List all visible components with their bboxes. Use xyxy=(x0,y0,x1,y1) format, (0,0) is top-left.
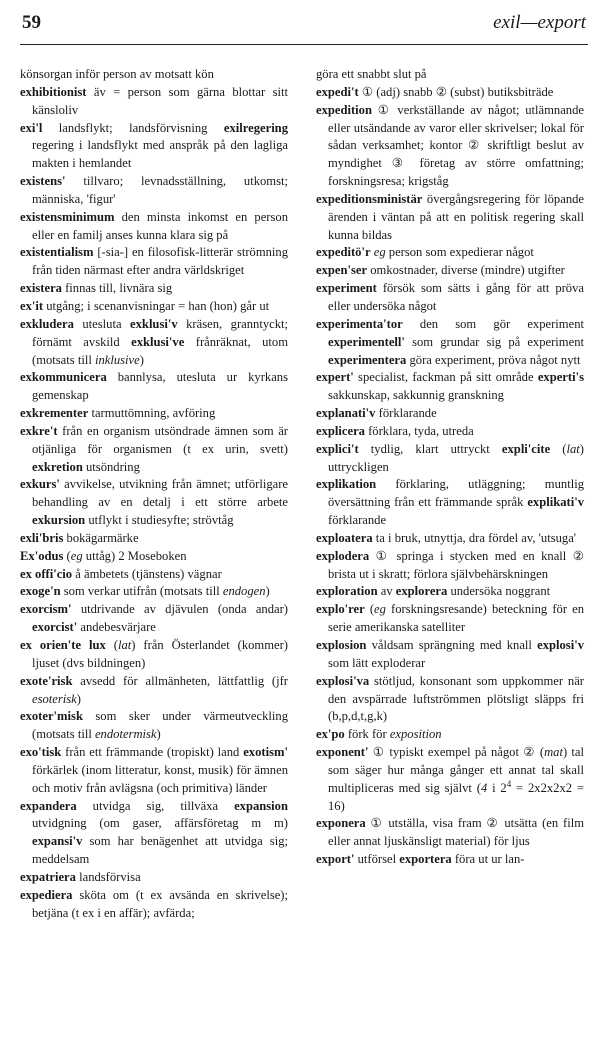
definition-text: utesluta xyxy=(73,316,131,331)
dictionary-entry xyxy=(20,316,288,370)
definition-text: andebesvärjare xyxy=(77,620,156,635)
dictionary-entry xyxy=(20,798,288,869)
headword: explikati'v xyxy=(527,495,584,510)
dictionary-entry xyxy=(20,405,288,423)
dictionary-entry xyxy=(20,548,288,566)
headword: exklusi've xyxy=(131,334,185,349)
dictionary-entry xyxy=(20,66,288,84)
dictionary-entry xyxy=(20,869,288,887)
headword: exotism' xyxy=(243,745,288,760)
headword: ex offi'cio xyxy=(20,566,73,581)
dictionary-entry xyxy=(20,423,288,477)
headword: exkre't xyxy=(20,423,58,438)
headword: ex'po xyxy=(316,727,345,742)
headword: exkretion xyxy=(32,459,83,474)
definition-text: ① typiskt exempel på något ② ( xyxy=(368,745,545,760)
dictionary-entry xyxy=(316,191,584,245)
italic-term: eg xyxy=(374,602,386,617)
italic-term: endotermisk xyxy=(94,727,157,742)
dictionary-entry xyxy=(316,280,584,316)
definition-text: som sker under värmeutveckling (motsats till xyxy=(32,709,288,742)
italic-term: inklusive xyxy=(94,352,140,367)
definition-text: landsflykt; landsförvisning xyxy=(42,120,224,135)
definition-text: å ämbetets (tjänstens) vägnar xyxy=(72,566,222,581)
dictionary-entry xyxy=(20,601,288,637)
headword: expen'ser xyxy=(316,263,368,278)
definition-text: ( xyxy=(364,602,375,617)
italic-term: 4 xyxy=(480,780,488,795)
definition-text: ① springa i stycken med en knall ② brista ut i skratt; förlora självbehärskningen xyxy=(328,548,584,581)
dictionary-entry xyxy=(316,530,584,548)
italic-term: exposition xyxy=(389,727,442,742)
definition-text: i 2 xyxy=(487,780,507,795)
definition-text: ) xyxy=(139,352,144,367)
definition-text: den som gör experiment xyxy=(402,316,584,331)
definition-text: bokägarmärke xyxy=(63,530,139,545)
dictionary-entry xyxy=(316,405,584,423)
definition-text: ) uttryckligen xyxy=(328,441,584,474)
definition-text: person som expedierar något xyxy=(385,245,534,260)
dictionary-entry xyxy=(20,298,288,316)
definition-text: från ett främmande (tropiskt) land xyxy=(61,745,244,760)
definition-text: göra experiment, pröva något nytt xyxy=(406,352,581,367)
definition-text: äv = person som gärna blottar sitt känsloliv xyxy=(32,84,288,117)
headword: exkurs' xyxy=(20,477,60,492)
headword: expedi't xyxy=(316,84,359,99)
headword: exploatera xyxy=(316,530,373,545)
italic-term: eg xyxy=(373,245,386,260)
left-column xyxy=(20,66,288,923)
definition-text: forskningsresande) beteckning för en serie amerikanska satelliter xyxy=(328,602,585,635)
definition-text: tillvaro; levnadsställning, utkomst; människa, 'figur' xyxy=(32,174,288,206)
definition-text: som grundar sig på experiment xyxy=(404,334,584,349)
headword: export' xyxy=(316,852,355,867)
headword: exkommunicera xyxy=(20,370,107,385)
dictionary-entry xyxy=(20,120,288,174)
dictionary-entry xyxy=(316,744,584,815)
dictionary-entry xyxy=(20,887,288,923)
dictionary-entry xyxy=(316,102,584,191)
definition-text: ta i bruk, utnyttja, dra fördel av, 'utsuga' xyxy=(372,530,577,545)
definition-text: ) xyxy=(156,727,161,742)
running-head: exil—export xyxy=(493,12,586,33)
definition-text: ① (adj) snabb ② (subst) butiksbiträde xyxy=(358,84,554,99)
headword: expedition xyxy=(316,102,372,117)
definition-text: utgång; i scenanvisningar = han (hon) går ut xyxy=(43,298,270,313)
definition-text: utvidgning (om gaser, affärsföretag m m) xyxy=(32,816,288,831)
definition-text: omkostnader, diverse (mindre) utgifter xyxy=(367,263,565,278)
dictionary-entry xyxy=(20,637,288,673)
definition-text: frånräknat, utom (motsats till xyxy=(32,334,288,367)
headword: explanati'v xyxy=(316,406,376,421)
headword: exo'tisk xyxy=(20,745,62,760)
definition-text: avsedd för allmänheten, lättfattlig (jfr xyxy=(72,673,288,688)
definition-text: förk för xyxy=(344,727,390,742)
definition-text: undersöka noggrant xyxy=(447,584,551,599)
headword: exhibitionist xyxy=(20,84,87,99)
definition-text: finnas till, livnära sig xyxy=(61,281,173,296)
headword: expandera xyxy=(20,798,77,813)
headword: explorera xyxy=(395,584,448,599)
headword: explicera xyxy=(316,423,365,438)
dictionary-entry xyxy=(20,173,288,209)
headword: exli'bris xyxy=(20,530,64,545)
headword: experti's xyxy=(537,370,584,385)
headword: expediera xyxy=(20,887,73,902)
dictionary-entry xyxy=(316,423,584,441)
headword: exportera xyxy=(399,852,452,867)
definition-text: bannlysa, utesluta ur kyrkans gemenskap xyxy=(32,370,288,403)
dictionary-entry xyxy=(20,673,288,709)
definition-text: utvidga sig, tillväxa xyxy=(76,798,235,813)
headword: exorcism' xyxy=(20,602,72,617)
dictionary-entry xyxy=(316,66,584,84)
headword: expansion xyxy=(234,798,288,813)
definition-text: landsförvisa xyxy=(75,869,141,884)
page-number: 59 xyxy=(22,12,41,33)
headword: experimenta'tor xyxy=(316,316,403,331)
headword: explici't xyxy=(316,441,359,456)
definition-text: sköta om (t ex avsända en skrivelse); betjäna (t ex i en affär); avfärda; xyxy=(32,887,288,920)
definition-text: tydlig, klart uttryckt xyxy=(358,441,502,456)
dictionary-entry xyxy=(316,583,584,601)
definition-text: ) från Österlandet (kommer) ljuset (dvs bildningen) xyxy=(32,638,288,670)
definition-text: utsöndring xyxy=(82,459,140,474)
dictionary-entry xyxy=(316,441,584,477)
italic-term: eg xyxy=(70,548,83,563)
headword: expert' xyxy=(316,370,354,385)
dictionary-entry xyxy=(316,316,584,370)
definition-text: försök som sätts i gång för att pröva eller undersöka något xyxy=(328,281,584,313)
definition-text: den minsta inkomst en person eller en familj anses kunna klara sig på xyxy=(32,209,288,242)
dictionary-entry xyxy=(316,244,584,262)
definition-text: utflykt i studiesyfte; strövtåg xyxy=(85,513,234,528)
dictionary-entry xyxy=(316,673,584,727)
dictionary-entry xyxy=(20,280,288,298)
dictionary-entry xyxy=(20,744,288,798)
headword: experiment xyxy=(316,281,377,296)
dictionary-entry xyxy=(316,548,584,584)
headword: exponera xyxy=(316,816,366,831)
italic-term: mat xyxy=(544,745,563,760)
definition-text: ) xyxy=(76,691,81,706)
definition-text: regering i landsflykt med anspråk på den lagliga makten i hemlandet xyxy=(32,138,288,171)
headword: exoge'n xyxy=(20,584,61,599)
headword: exilregering xyxy=(223,120,288,135)
dictionary-entry xyxy=(316,851,584,869)
headword: expatriera xyxy=(20,869,76,884)
definition-text: som har benägenhet att utvidga sig; meddelsam xyxy=(32,834,288,867)
right-column xyxy=(316,66,584,869)
header-rule xyxy=(20,44,588,45)
dictionary-entry xyxy=(20,84,288,120)
definition-text: förklaring, utläggning; muntlig översättning från ett främmande språk xyxy=(328,477,584,510)
definition-text: ( xyxy=(63,548,71,563)
headword: exkursion xyxy=(32,513,86,528)
definition-text: göra ett snabbt slut på xyxy=(316,67,427,81)
headword: exkrementer xyxy=(20,406,89,421)
superscript: 4 xyxy=(506,778,512,789)
headword: explodera xyxy=(316,548,370,563)
dictionary-entry xyxy=(316,815,584,851)
definition-text: stötljud, konsonant som uppkommer när den avspärrade luftströmmen plötsligt släpps fri (b,p,d,t,g,k) xyxy=(328,673,584,724)
dictionary-entry xyxy=(20,244,288,280)
definition-text: våldsam sprängning med knall xyxy=(366,638,538,652)
headword: explikation xyxy=(316,477,377,492)
italic-term: endogen xyxy=(222,584,266,599)
headword: existentialism xyxy=(20,245,94,260)
definition-text: föra ut ur lan- xyxy=(451,852,525,867)
definition-text: [-sia-] en filosofisk-litterär strömning från tiden närmast efter andra världskriget xyxy=(32,245,288,278)
headword: experimentell' xyxy=(328,334,405,349)
headword: expansi'v xyxy=(32,834,83,849)
definition-text: av xyxy=(377,584,396,599)
definition-text: förkärlek (inom litteratur, konst, musik) för ämnen och motiv från avlägsna (och primitiva) länder xyxy=(32,762,288,795)
definition-text: utförsel xyxy=(354,852,400,867)
dictionary-entry xyxy=(316,262,584,280)
headword: existera xyxy=(20,281,62,296)
italic-term: lat xyxy=(566,441,580,456)
definition-text: ① verkställande av något; utlämnande eller utsändande av varor eller skrivelser; lokal för sådan verksamhet; kontor ② skriftligt beslut av myndighet ③ företag av större omfattning; forskningsresa; krigståg xyxy=(328,102,584,189)
headword: Ex'odus xyxy=(20,548,64,563)
dictionary-entry xyxy=(20,476,288,530)
dictionary-entry xyxy=(316,476,584,530)
definition-text: som lätt exploderar xyxy=(328,655,426,670)
definition-text: ( xyxy=(550,441,567,456)
dictionary-entry xyxy=(20,369,288,405)
dictionary-entry xyxy=(20,583,288,601)
headword: experimentera xyxy=(328,352,407,367)
definition-text: ① utställa, visa fram ② utsätta (en film eller annat ljuskänsligt material) för ljus xyxy=(328,816,584,849)
headword: exorcist' xyxy=(32,620,78,635)
definition-text: ) xyxy=(265,584,270,599)
headword: ex'it xyxy=(20,298,44,313)
headword: explosi'va xyxy=(316,673,370,688)
definition-text: uttåg) 2 Moseboken xyxy=(82,548,187,563)
definition-text: från en organism utsöndrade ämnen som är otjänliga för organismen (t ex urin, svett) xyxy=(32,423,288,456)
italic-term: lat xyxy=(117,638,132,652)
definition-text: övergångsregering för löpande ärenden i väntan på att en politisk regering skall kunna bildas xyxy=(328,191,584,242)
dictionary-entry xyxy=(20,530,288,548)
headword: existens' xyxy=(20,174,66,189)
dictionary-entry xyxy=(20,566,288,584)
definition-text: specialist, fackman på sitt område xyxy=(353,370,538,385)
dictionary-entry xyxy=(20,209,288,245)
definition-text: sakkunskap, sakkunnig granskning xyxy=(328,388,504,403)
headword: expli'cite xyxy=(501,441,551,456)
definition-text: avvikelse, utvikning från ämnet; utförligare behandling av en detalj i ett större arbete xyxy=(32,477,288,510)
headword: explo'rer xyxy=(316,602,365,617)
definition-text: kräsen, granntyckt; förnämt avskild xyxy=(32,316,289,349)
headword: exklusi'v xyxy=(130,316,178,331)
definition-text: könsorgan inför person av motsatt kön xyxy=(20,67,214,81)
headword: ex orien'te lux xyxy=(20,638,106,652)
headword: explosion xyxy=(316,638,367,652)
definition-text: ) tal som säger hur många gånger ett annat tal skall multipliceras med sig självt ( xyxy=(328,745,584,795)
definition-text: tarmuttömning, avföring xyxy=(88,406,216,421)
headword: exi'l xyxy=(20,120,43,135)
headword: exoter'misk xyxy=(20,709,83,724)
definition-text: förklara, tyda, utreda xyxy=(364,423,474,438)
definition-text: som verkar utifrån (motsats till xyxy=(60,584,223,599)
definition-text: förklarande xyxy=(375,406,437,421)
definition-text: utdrivande av djävulen (onda andar) xyxy=(71,602,288,617)
dictionary-entry xyxy=(316,369,584,405)
headword: expeditionsministär xyxy=(316,191,423,206)
headword: exkludera xyxy=(20,316,74,331)
dictionary-entry xyxy=(316,637,584,673)
dictionary-entry xyxy=(20,708,288,744)
headword: expeditö'r xyxy=(316,245,371,260)
definition-text: ( xyxy=(105,638,118,652)
definition-text: förklarande xyxy=(328,513,387,528)
dictionary-entry xyxy=(316,726,584,744)
headword: explosi'v xyxy=(537,638,584,652)
dictionary-entry xyxy=(316,601,584,637)
headword: exponent' xyxy=(316,745,369,760)
italic-term: esoterisk xyxy=(32,691,77,706)
definition-text: = 2x2x2x2 = 16) xyxy=(328,780,585,813)
dictionary-entry xyxy=(316,84,584,102)
headword: exploration xyxy=(316,584,378,599)
headword: existensminimum xyxy=(20,209,115,224)
headword: exote'risk xyxy=(20,673,73,688)
